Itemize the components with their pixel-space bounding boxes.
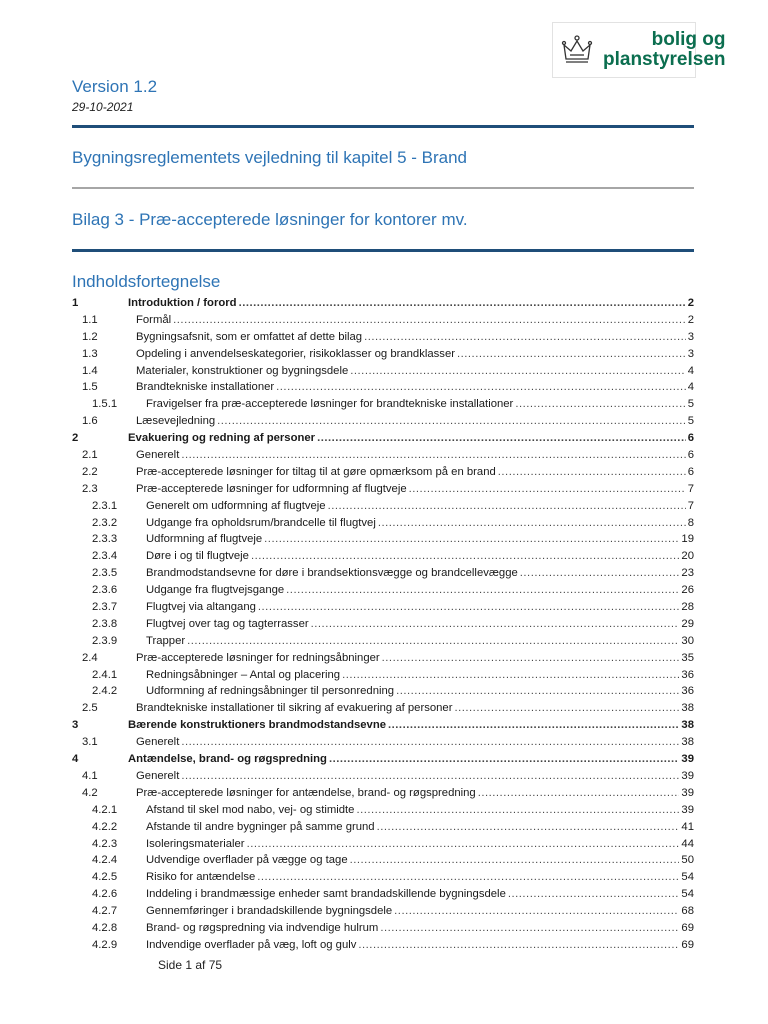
toc-entry-title: Læsevejledning xyxy=(136,415,216,428)
toc-entry-number: 2.4 xyxy=(82,651,98,664)
toc-leader-dots xyxy=(350,852,680,869)
toc-leader-dots xyxy=(247,836,680,853)
toc-leader-dots xyxy=(508,886,680,903)
toc-leader-dots xyxy=(454,700,679,717)
toc-entry-page: 6 xyxy=(687,449,694,462)
toc-entry[interactable] xyxy=(72,650,694,667)
toc-entry[interactable] xyxy=(72,396,694,413)
toc-leader-dots xyxy=(286,582,679,599)
toc-entry-title: Præ-accepterede løsninger for antændelse, brand- og røgspredning xyxy=(136,786,476,799)
toc-entry[interactable] xyxy=(72,920,694,937)
toc-entry-title: Generelt om udformning af flugtveje xyxy=(146,499,326,512)
toc-entry-page: 39 xyxy=(681,786,694,799)
toc-entry-page: 5 xyxy=(687,398,694,411)
toc-entry-page: 38 xyxy=(681,702,694,715)
toc-entry-number: 2.3.8 xyxy=(92,617,118,630)
toc-leader-dots xyxy=(264,531,679,548)
toc-entry[interactable] xyxy=(72,852,694,869)
toc-entry-page: 30 xyxy=(681,634,694,647)
appendix-title: Bilag 3 - Præ-accepterede løsninger for kontorer mv. xyxy=(72,210,468,229)
toc-leader-dots xyxy=(342,667,679,684)
table-of-contents xyxy=(72,295,694,954)
toc-entry-page: 50 xyxy=(681,854,694,867)
toc-entry-title: Generelt xyxy=(136,449,180,462)
toc-entry-title: Trapper xyxy=(146,634,186,647)
toc-entry-title: Introduktion / forord xyxy=(128,297,237,309)
toc-leader-dots xyxy=(377,819,680,836)
toc-leader-dots xyxy=(181,447,685,464)
toc-entry[interactable] xyxy=(72,548,694,565)
toc-leader-dots xyxy=(478,785,680,802)
toc-leader-dots xyxy=(317,430,686,447)
toc-leader-dots xyxy=(388,717,679,734)
toc-entry-number: 2 xyxy=(72,432,79,445)
toc-entry-title: Brandtekniske installationer xyxy=(136,381,275,394)
toc-entry-title: Udformning af flugtveje xyxy=(146,533,263,546)
toc-entry[interactable] xyxy=(72,683,694,700)
toc-entry-title: Afstande til andre bygninger på samme grund xyxy=(146,820,375,833)
toc-entry-page: 29 xyxy=(681,617,694,630)
toc-leader-dots xyxy=(328,498,686,515)
toc-leader-dots xyxy=(356,802,679,819)
toc-leader-dots xyxy=(187,633,679,650)
toc-entry-page: 39 xyxy=(681,803,694,816)
toc-entry[interactable] xyxy=(72,903,694,920)
crown-icon xyxy=(559,32,595,68)
toc-leader-dots xyxy=(396,683,679,700)
logo-line-1: bolig og xyxy=(651,29,726,50)
toc-leader-dots xyxy=(378,515,686,532)
toc-leader-dots xyxy=(382,650,680,667)
toc-entry-number: 2.3.9 xyxy=(92,634,118,647)
toc-entry-title: Inddeling i brandmæssige enheder samt brandadskillende bygningsdele xyxy=(146,888,506,901)
toc-entry-title: Evakuering og redning af personer xyxy=(128,432,316,445)
toc-entry-number: 4.2.8 xyxy=(92,921,118,934)
toc-entry-number: 2.5 xyxy=(82,702,98,715)
toc-entry[interactable] xyxy=(72,329,694,346)
toc-entry-title: Gennemføringer i brandadskillende bygningsdele xyxy=(146,905,393,918)
toc-entry-number: 2.3.7 xyxy=(92,601,118,614)
toc-entry-title: Brand- og røgspredning via indvendige hulrum xyxy=(146,921,379,934)
toc-leader-dots xyxy=(251,548,679,565)
toc-entry[interactable] xyxy=(72,734,694,751)
toc-leader-dots xyxy=(181,768,679,785)
toc-leader-dots xyxy=(239,295,686,312)
toc-entry[interactable] xyxy=(72,312,694,329)
toc-entry[interactable] xyxy=(72,363,694,380)
toc-entry-title: Flugtvej over tag og tagterrasser xyxy=(146,617,309,630)
divider-top xyxy=(72,125,694,128)
toc-leader-dots xyxy=(350,363,685,380)
toc-entry-number: 1.4 xyxy=(82,364,98,377)
toc-entry-number: 2.3.1 xyxy=(92,499,118,512)
toc-entry-page: 36 xyxy=(681,685,694,698)
toc-entry[interactable] xyxy=(72,447,694,464)
toc-entry-number: 4.2.2 xyxy=(92,820,118,833)
toc-entry[interactable] xyxy=(72,515,694,532)
toc-entry-page: 38 xyxy=(681,719,694,732)
toc-entry-title: Materialer, konstruktioner og bygningsdele xyxy=(136,364,349,377)
toc-entry[interactable] xyxy=(72,565,694,582)
toc-entry-title: Udvendige overflader på vægge og tage xyxy=(146,854,348,867)
toc-entry-page: 4 xyxy=(687,381,694,394)
toc-entry-number: 4.2 xyxy=(82,786,98,799)
toc-entry-page: 35 xyxy=(681,651,694,664)
toc-entry-title: Opdeling i anvendelseskategorier, risikoklasser og brandklasser xyxy=(136,347,455,360)
toc-entry-number: 1.5.1 xyxy=(92,398,118,411)
toc-entry-title: Bygningsafsnit, som er omfattet af dette bilag xyxy=(136,330,363,343)
toc-entry-title: Brandmodstandsevne for døre i brandsektionsvægge og brandcellevægge xyxy=(146,567,518,580)
toc-entry[interactable] xyxy=(72,379,694,396)
toc-entry-page: 3 xyxy=(687,347,694,360)
toc-entry[interactable] xyxy=(72,616,694,633)
toc-entry-page: 54 xyxy=(681,871,694,884)
toc-leader-dots xyxy=(173,312,686,329)
page-footer: Side 1 af 75 xyxy=(158,958,223,972)
toc-entry-page: 5 xyxy=(687,415,694,428)
toc-entry-title: Antændelse, brand- og røgspredning xyxy=(128,753,327,766)
toc-entry-number: 1.5 xyxy=(82,381,98,394)
toc-entry-number: 3 xyxy=(72,719,79,732)
toc-entry-number: 4.2.7 xyxy=(92,905,118,918)
toc-entry-number: 4.2.6 xyxy=(92,888,118,901)
toc-entry-page: 44 xyxy=(681,837,694,850)
toc-entry-title: Flugtvej via altangang xyxy=(146,601,256,614)
toc-leader-dots xyxy=(457,346,686,363)
toc-entry-page: 69 xyxy=(681,938,694,951)
toc-entry-number: 2.3.3 xyxy=(92,533,118,546)
toc-entry[interactable] xyxy=(72,768,694,785)
toc-leader-dots xyxy=(358,937,679,954)
toc-entry[interactable] xyxy=(72,819,694,836)
toc-leader-dots xyxy=(181,734,679,751)
toc-entry-number: 2.4.2 xyxy=(92,685,118,698)
toc-entry[interactable] xyxy=(72,836,694,853)
toc-leader-dots xyxy=(217,413,686,430)
toc-leader-dots xyxy=(329,751,679,768)
toc-entry-page: 23 xyxy=(681,567,694,580)
toc-entry-title: Præ-accepterede løsninger for tiltag til at gøre opmærksom på en brand xyxy=(136,465,496,478)
toc-entry[interactable] xyxy=(72,430,694,447)
toc-entry-page: 39 xyxy=(681,753,694,766)
toc-leader-dots xyxy=(257,869,679,886)
toc-entry-page: 2 xyxy=(687,313,694,326)
toc-entry-page: 28 xyxy=(681,601,694,614)
toc-entry-title: Bærende konstruktioners brandmodstandsevne xyxy=(128,719,387,732)
toc-entry-title: Udformning af redningsåbninger til personredning xyxy=(146,685,395,698)
toc-entry-page: 26 xyxy=(681,584,694,597)
toc-entry-page: 6 xyxy=(687,432,694,445)
toc-entry-title: Brandtekniske installationer til sikring af evakuering af personer xyxy=(136,702,453,715)
toc-entry-page: 7 xyxy=(687,499,694,512)
toc-leader-dots xyxy=(515,396,685,413)
toc-entry-number: 3.1 xyxy=(82,736,98,749)
toc-leader-dots xyxy=(258,599,680,616)
toc-entry-title: Risiko for antændelse xyxy=(146,871,256,884)
toc-leader-dots xyxy=(498,464,686,481)
toc-entry-page: 36 xyxy=(681,668,694,681)
toc-entry[interactable] xyxy=(72,886,694,903)
toc-entry-page: 68 xyxy=(681,905,694,918)
toc-entry-title: Indvendige overflader på væg, loft og gulv xyxy=(146,938,357,951)
toc-entry-number: 2.3.6 xyxy=(92,584,118,597)
toc-entry-number: 4.2.4 xyxy=(92,854,118,867)
toc-entry-number: 1.2 xyxy=(82,330,98,343)
toc-entry[interactable] xyxy=(72,717,694,734)
toc-entry[interactable] xyxy=(72,582,694,599)
toc-entry[interactable] xyxy=(72,802,694,819)
toc-entry-page: 39 xyxy=(681,769,694,782)
toc-entry-page: 69 xyxy=(681,921,694,934)
toc-entry-title: Generelt xyxy=(136,736,180,749)
divider-bottom xyxy=(72,249,694,252)
toc-entry-page: 7 xyxy=(687,482,694,495)
toc-leader-dots xyxy=(380,920,679,937)
toc-entry[interactable] xyxy=(72,869,694,886)
toc-entry-number: 2.3 xyxy=(82,482,98,495)
toc-entry-page: 54 xyxy=(681,888,694,901)
toc-entry-page: 2 xyxy=(687,297,694,309)
document-title: Bygningsreglementets vejledning til kapitel 5 - Brand xyxy=(72,148,468,167)
toc-entry[interactable] xyxy=(72,667,694,684)
toc-entry-number: 1.1 xyxy=(82,313,98,326)
toc-entry[interactable] xyxy=(72,346,694,363)
toc-entry-title: Isoleringsmaterialer xyxy=(146,837,245,850)
toc-entry-page: 3 xyxy=(687,330,694,343)
divider-middle xyxy=(72,187,694,189)
toc-entry-title: Afstand til skel mod nabo, vej- og stimidte xyxy=(146,803,355,816)
toc-entry-number: 4.2.3 xyxy=(92,837,118,850)
document-date: 29-10-2021 xyxy=(72,100,134,114)
toc-leader-dots xyxy=(364,329,686,346)
toc-entry-number: 2.3.4 xyxy=(92,550,118,563)
toc-entry-title: Døre i og til flugtveje xyxy=(146,550,249,563)
toc-leader-dots xyxy=(276,379,686,396)
toc-entry-page: 8 xyxy=(687,516,694,529)
toc-entry-number: 4 xyxy=(72,753,79,766)
toc-leader-dots xyxy=(409,481,686,498)
toc-entry-page: 19 xyxy=(681,533,694,546)
toc-entry-number: 4.2.1 xyxy=(92,803,118,816)
toc-entry[interactable] xyxy=(72,785,694,802)
agency-logo xyxy=(552,22,726,78)
document-version: Version 1.2 xyxy=(72,77,158,96)
toc-entry-number: 1.3 xyxy=(82,347,98,360)
toc-leader-dots xyxy=(394,903,679,920)
toc-leader-dots xyxy=(311,616,680,633)
toc-entry[interactable] xyxy=(72,464,694,481)
toc-entry-number: 4.1 xyxy=(82,769,98,782)
toc-heading: Indholdsfortegnelse xyxy=(72,272,221,291)
toc-leader-dots xyxy=(520,565,680,582)
logo-line-2: planstyrelsen xyxy=(603,49,726,70)
toc-entry-title: Præ-accepterede løsninger for udformning af flugtveje xyxy=(136,482,407,495)
toc-entry[interactable] xyxy=(72,498,694,515)
toc-entry[interactable] xyxy=(72,751,694,768)
toc-entry-page: 41 xyxy=(681,820,694,833)
toc-entry-title: Generelt xyxy=(136,769,180,782)
toc-entry[interactable] xyxy=(72,599,694,616)
toc-entry-title: Præ-accepterede løsninger for redningsåbninger xyxy=(136,651,380,664)
toc-entry-number: 1.6 xyxy=(82,415,98,428)
toc-entry-number: 4.2.9 xyxy=(92,938,118,951)
toc-entry-number: 2.3.5 xyxy=(92,567,118,580)
toc-entry[interactable] xyxy=(72,413,694,430)
toc-entry-page: 4 xyxy=(687,364,694,377)
toc-entry-page: 6 xyxy=(687,465,694,478)
toc-entry[interactable] xyxy=(72,633,694,650)
toc-entry-page: 20 xyxy=(681,550,694,563)
toc-entry-number: 4.2.5 xyxy=(92,871,118,884)
toc-entry-number: 2.2 xyxy=(82,465,98,478)
toc-entry[interactable] xyxy=(72,700,694,717)
toc-entry-title: Redningsåbninger – Antal og placering xyxy=(146,668,341,681)
toc-entry-title: Udgange fra opholdsrum/brandcelle til flugtvej xyxy=(146,516,376,529)
toc-entry[interactable] xyxy=(72,481,694,498)
toc-entry-title: Fravigelser fra præ-accepterede løsninger for brandtekniske installationer xyxy=(146,398,514,411)
toc-entry-number: 2.4.1 xyxy=(92,668,118,681)
toc-entry-page: 38 xyxy=(681,736,694,749)
toc-entry-number: 1 xyxy=(72,297,79,309)
toc-entry[interactable] xyxy=(72,531,694,548)
toc-entry-number: 2.3.2 xyxy=(92,516,118,529)
toc-entry-number: 2.1 xyxy=(82,449,98,462)
toc-entry-title: Formål xyxy=(136,313,172,326)
logo-wordmark xyxy=(603,30,726,70)
toc-entry[interactable] xyxy=(72,937,694,954)
toc-entry-title: Udgange fra flugtvejsgange xyxy=(146,584,285,597)
toc-entry[interactable] xyxy=(72,295,694,312)
